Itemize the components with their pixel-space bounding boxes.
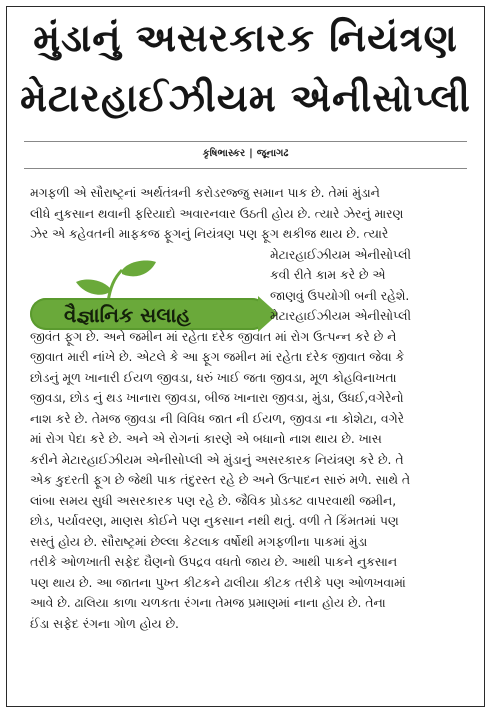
body-line: કવી રીતે કામ કરે છે એ bbox=[270, 268, 386, 282]
body-line: લાંબા સમય સુધી અસરકારક પણ રહે છે. જૈવિક પ્રોડક્ટ વાપરવાથી જમીન, bbox=[30, 493, 397, 508]
body-line: તરીકે ઓળખાતી સફેદ ઘૈણનો ઉપદ્રવ વધતો જાય છે. આથી પાકને નુકસાન bbox=[30, 555, 397, 569]
headline-line-2: મેટારહાઈઝીયમ એનીસોપ્લી bbox=[20, 76, 471, 120]
byline bbox=[0, 148, 491, 159]
body-line: ઈંડા સફેદ રંગના ગોળ હોય છે. bbox=[30, 616, 179, 631]
body-line: આવે છે. ઢાલિયા કાળા ચળકતા રંગના તેમજ પ્રમાણમાં નાના હોય છે. તેના bbox=[30, 596, 386, 610]
body-line: જીવંત ફૂગ છે. અને જમીન માં રહેતા દરેક જીવાત માં રોગ ઉત્પન્ન કરે છે ને bbox=[30, 329, 397, 344]
body-line: પણ થાય છે. આ જાતના પુખ્ત કીટકને ઢાલીયા કીટક તરીકે પણ ઓળખવામાં bbox=[30, 575, 406, 590]
body-line: જીવાત મારી નાંખે છે. એટલે કે આ ફૂગ જમીન માં રહેતા દરેક જીવાત જેવા કે bbox=[30, 350, 405, 364]
banner-label: વૈજ્ઞાનિક સલાહ bbox=[64, 303, 191, 327]
byline-source: કૃષિભાસ્કર bbox=[202, 148, 246, 159]
byline-separator: | bbox=[249, 148, 253, 159]
body-line: મેટારહાઈઝીયમ એનીસોપ્લી bbox=[270, 309, 411, 323]
body-line: સસ્તું હોય છે. સૌરાષ્ટ્રમાં છેલ્લા કેટલાક વર્ષોથી મગફળીના પાકમાં મુંડા bbox=[30, 534, 368, 549]
body-line: માં રોગ પેદા કરે છે. અને એ રોગનાં કારણે એ બધાનો નાશ થાય છે. ખાસ bbox=[30, 432, 382, 446]
body-line: લીધે નુકસાન થવાની ફરિયાદો અવારનવાર ઉઠતી હોય છે. ત્યારે ઝેરનું મારણ bbox=[30, 206, 404, 221]
body-line: એક કુદરતી ફૂગ છે જેથી પાક તંદુરસ્ત રહે છે અને ઉત્પાદન સારું મળે. સાથે તે bbox=[30, 473, 411, 487]
body-line: મેટારહાઈઝીયમ એનીસોપ્લી bbox=[270, 247, 411, 262]
body-line: કરીને મેટારહાઈઝીયમ એનીસોપ્લી એ મુંડાનું અસરકારક નિયંત્રણ કરે છે. તે bbox=[30, 452, 404, 467]
body-line: ઝેર એ કહેવતની માફકજ ફૂગનું નિયંત્રણ પણ ફૂગ થકીજ થાય છે. ત્યારે bbox=[30, 227, 389, 241]
body-line: નાશ કરે છે. તેમજ જીવડા ની વિવિધ જાત ની ઈયળ, જીવડા ના કોશેટા, વગેરે bbox=[30, 411, 404, 426]
divider-top bbox=[24, 141, 467, 142]
body-line: મગફળી એ સૌરાષ્ટ્રનાં અર્થતંત્રની કરોડરજ્જુ સમાન પાક છે. તેમાં મુંડાને bbox=[30, 186, 380, 200]
headline-line-1: મુંડાનું અસરકારક નિયંત્રણ bbox=[33, 16, 458, 60]
divider-bottom bbox=[24, 168, 467, 169]
article-body bbox=[30, 183, 462, 634]
body-line: છોડ, પર્યાવરણ, માણસ કોઈને પણ નુકસાન નથી થતું. વળી તે કિંમતમાં પણ bbox=[30, 514, 399, 528]
body-line: જાણવું ઉપયોગી બની રહેશે. bbox=[270, 288, 410, 303]
body-line: છોડનું મૂળ ખાનારી ઈયળ જીવડા, ધરું ખાઈ જતા જીવડા, મૂળ કોહવિનાખતા bbox=[30, 370, 397, 385]
body-line: જીવડા, છોડ નું થડ ખાનારા જીવડા, બીજ ખાનારા જીવડા, મુંડા, ઉધઈ,વગેરેનો bbox=[30, 391, 404, 405]
byline-location: જૂનાગઢ bbox=[256, 148, 289, 159]
